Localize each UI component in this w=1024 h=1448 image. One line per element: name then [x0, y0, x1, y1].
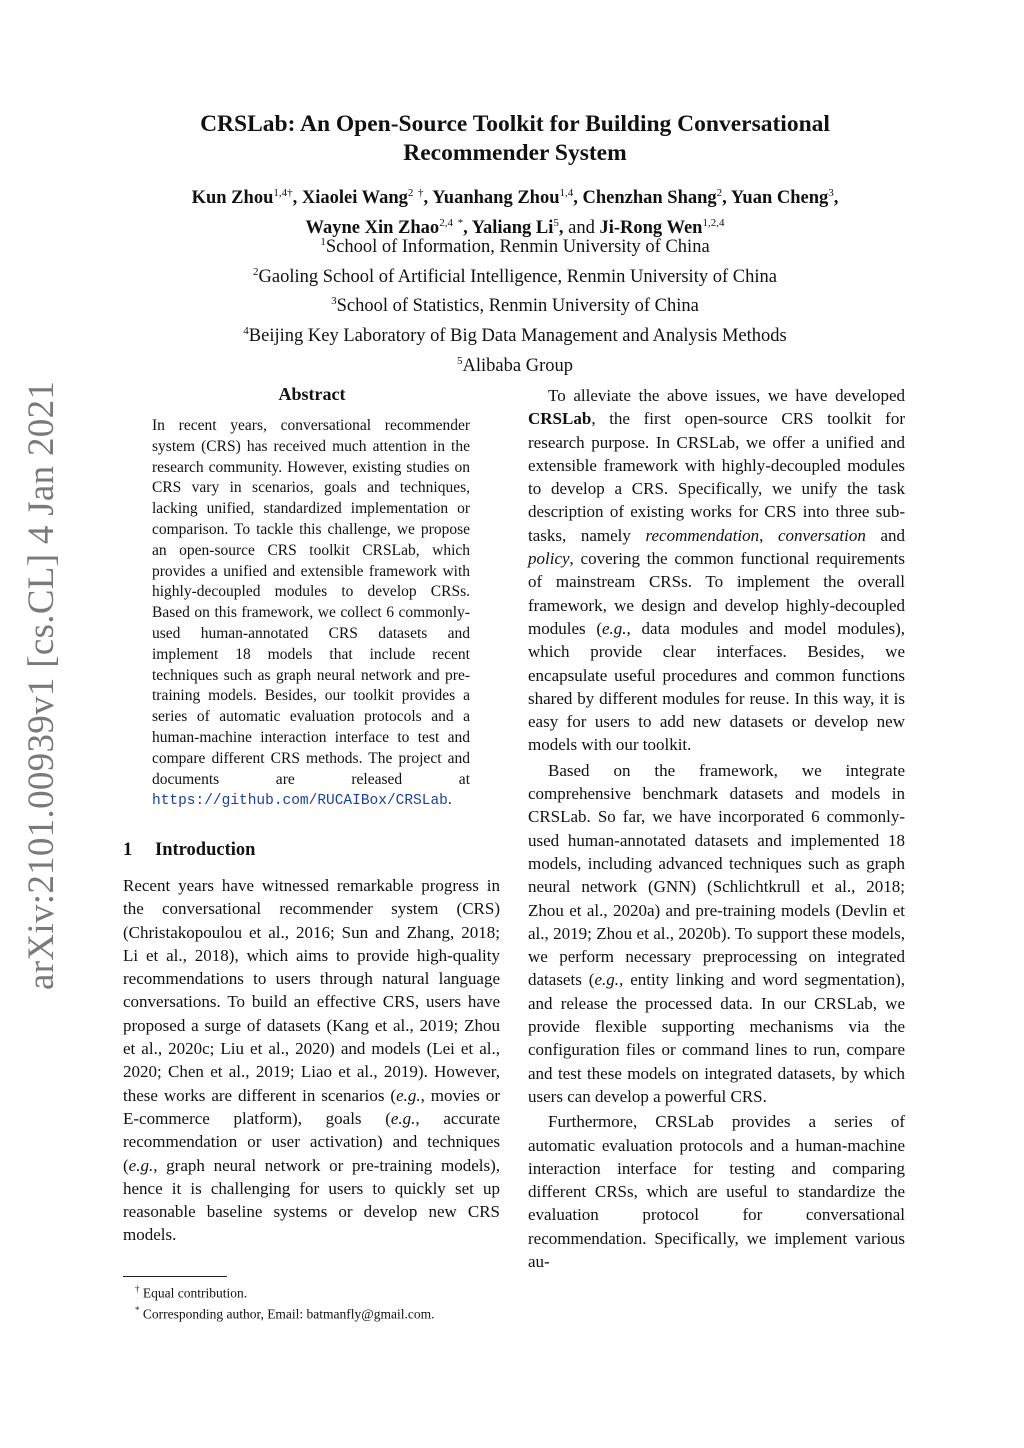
author-sup: 1,4	[559, 187, 574, 199]
author-name: Wayne Xin Zhao	[305, 218, 440, 239]
abstract-body: In recent years, conversational recommender system (CRS) has received much attention in the research community. However, existing studies on CRS vary in scenarios, goals and techniques, lacking unified, standardized implementation or comparison. To tackle this challenge, we propose an open-source CRS toolkit CRSLab, which provides a unified and extensible framework with highly-decoupled modules to develop CRSs. Based on this framework, we collect 6 commonly-used human-annotated CRS datasets and implement 18 models that include recent techniques such as graph neural network and pre-training models. Besides, our toolkit provides a series of automatic evaluation protocols and a human-machine interaction interface to test and compare different CRS methods. The project and documents are released at https://github.com/RUCAIBox/CRSLab.	[152, 417, 470, 810]
author-name: Yuanhang Zhou	[432, 188, 560, 209]
author-sup: 2	[716, 187, 723, 199]
affiliation-list	[110, 230, 920, 378]
author-sup: 2	[407, 187, 414, 199]
right-column	[528, 384, 905, 1273]
section-heading	[123, 840, 255, 861]
author-name: Yuan Cheng	[730, 188, 829, 209]
affiliation: $^3$School of Statistics, Renmin University of China	[331, 295, 699, 317]
dagger-mark: †	[418, 187, 424, 199]
author-name: Yaliang Li	[471, 218, 554, 239]
footnote: † Equal contribution.	[135, 1284, 248, 1301]
dagger-mark: †	[287, 187, 293, 199]
author-name: Ji-Rong Wen	[599, 218, 703, 239]
abstract-heading: Abstract	[278, 384, 346, 404]
star-mark: *	[457, 217, 464, 230]
affiliation: $^5$Alibaba Group	[457, 354, 573, 376]
arxiv-identifier: arXiv:2101.00939v1 [cs.CL] 4 Jan 2021	[21, 380, 62, 990]
intro-paragraph: Recent years have witnessed remarkable progress in the conversational recommender system (CRS) (Christakopoulou et al., 2016; Sun and Zhang, 2018; Li et al., 2018), which aims to provide high-quality recommendations to users through natural language conversations. To build an effective CRS, users have proposed a surge of datasets (Kang et al., 2019; Zhou et al., 2020c; Liu et al., 2020) and models (Lei et al., 2020; Chen et al., 2019; Liao et al., 2019). However, these works are different in scenarios (e.g., movies or E-commerce platform), goals (e.g., accurate recommendation or user activation) and techniques (e.g., graph neural network or pre-training models), hence it is challenging for users to quickly set up reasonable baseline systems or develop new CRS models.	[123, 876, 500, 1245]
author-sup: 1,2,4	[702, 217, 725, 230]
author-name: Chenzhan Shang	[582, 188, 717, 209]
and-word: and	[568, 218, 595, 239]
paragraph: To alleviate the above issues, we have developed CRSLab, the first open-source CRS toolkit for research purpose. In CRSLab, we offer a unified and extensible framework with highly-decoupled modules to develop a CRS. Specifically, we unify the task description of existing works for CRS into three sub-tasks, namely recommendation, conversation and policy, covering the common functional requirements of mainstream CRSs. To implement the overall framework, we design and develop highly-decoupled modules (e.g., data modules and model modules), which provide clear interfaces. Besides, we encapsulate useful procedures and common functions shared by different modules for reuse. In this way, it is easy for users to add new datasets or develop new models with our toolkit.	[528, 386, 906, 755]
author-sup: 5	[553, 217, 559, 230]
author-list: Kun Zhou$^{1,4\dagger}$, Xiaolei Wang$^2$ †, Yuanhang Zhou$^{1,4}$, Chenzhan Shang$^2$, Yuan Cheng$^3$, Wayne Xin Zhao$^{2,4}$ *, Yaliang Li$^5$, and Ji-Rong Wen$^{1,2,4}$	[191, 187, 839, 239]
paragraph: Furthermore, CRSLab provides a series of automatic evaluation protocols and a human-machine interaction interface for testing and comparing different CRSs, which are useful to standardize the evaluation protocol for conversational recommendation. Specifically, we implement various au-	[528, 1112, 905, 1271]
project-link[interactable]: https://github.com/RUCAIBox/CRSLab	[152, 793, 448, 810]
section-number: 1	[123, 840, 133, 860]
footnotes	[123, 1281, 513, 1322]
paper-title	[120, 110, 910, 168]
footnote-rule	[123, 1276, 227, 1277]
author-sup: 1,4	[273, 187, 288, 199]
paragraph: Based on the framework, we integrate comprehensive benchmark datasets and models in CRSLab. So far, we have incorporated 6 commonly-used human-annotated datasets and implemented 18 models, including advanced techniques such as graph neural network (GNN) (Schlichtkrull et al., 2018; Zhou et al., 2020a) and pre-training models (Devlin et al., 2019; Zhou et al., 2020b). To support these models, we perform necessary preprocessing on integrated datasets (e.g., entity linking and word segmentation), and release the processed data. In our CRSLab, we provide flexible supporting mechanisms via the configuration files or command lines to run, compare and test these models on integrated datasets, by which users can develop a powerful CRS.	[528, 760, 905, 1106]
affiliation: $^1$School of Information, Renmin University of China	[320, 236, 710, 258]
author-name: Xiaolei Wang	[301, 188, 408, 209]
section-title: Introduction	[155, 840, 256, 860]
author-name: Kun Zhou	[191, 188, 274, 209]
author-sup: 3	[828, 187, 834, 199]
footnote: * Corresponding author, Email: batmanfly@gmail.com.	[135, 1304, 435, 1321]
title-line-1: CRSLab: An Open-Source Toolkit for Building Conversational	[200, 111, 830, 137]
affiliation: $^4$Beijing Key Laboratory of Big Data Management and Analysis Methods	[243, 324, 787, 347]
title-line-2: Recommender System	[403, 140, 627, 166]
affiliation: $^2$Gaoling School of Artificial Intelligence, Renmin University of China	[253, 265, 777, 287]
author-sup: 2,4	[439, 217, 453, 230]
